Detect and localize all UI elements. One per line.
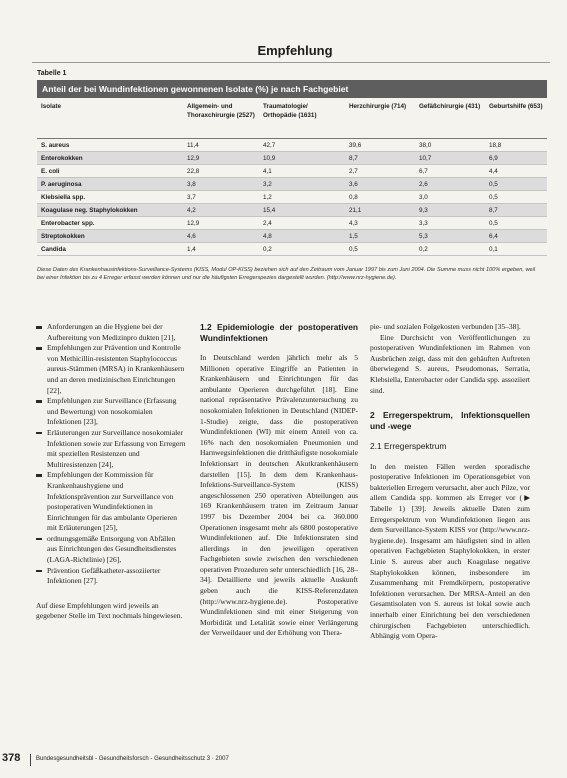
table-cell: 0,5 xyxy=(485,217,547,230)
section-heading: 2 Erregerspektrum, Infektionsquellen und -wege xyxy=(370,410,530,431)
recommendation-list xyxy=(36,322,186,587)
table-cell: 0,2 xyxy=(415,243,485,256)
data-table xyxy=(37,80,547,256)
table-cell: 4,3 xyxy=(345,217,415,230)
table-cell: 4,2 xyxy=(183,204,259,217)
table-footnote: Diese Daten des Krankenhausinfektions-Surveillance-Systems (KISS, Modul OP-KISS) beziehen sich auf den Zeitraum vom Januar 1997 bis zum Juni 2004. Die Summe muss nicht 100% ergeben, weil bei einer Infektion bis zu 4 Erreger erfasst werden können und nur die häufigsten Erregerspezies dargestellt wurden. (http://www.nrz-hygiene.de). xyxy=(37,267,536,281)
table-row xyxy=(37,178,547,191)
list-item: Empfehlungen zur Prävention und Kontrolle von Methicillin-resistenten Staphylococcus aureus-Stämmen (MRSA) in Krankenhäusern und an deren medizinischen Einrichtungen [22], xyxy=(36,343,186,396)
list-item: Anforderungen an die Hygiene bei der Aufbereitung von Medizinpro dukten [21], xyxy=(36,322,186,343)
column-header: Gefäßchirurgie (431) xyxy=(415,98,485,139)
table-cell: 6,4 xyxy=(485,230,547,243)
table-cell: 39,6 xyxy=(345,139,415,152)
table-cell: 1,2 xyxy=(259,191,345,204)
table-cell: 3,0 xyxy=(415,191,485,204)
column-left xyxy=(36,322,186,622)
table-cell: S. aureus xyxy=(37,139,183,152)
table-cell: 12,9 xyxy=(183,217,259,230)
table-cell: 2,7 xyxy=(345,165,415,178)
table-cell: 3,3 xyxy=(415,217,485,230)
list-item: Erläuterungen zur Surveillance nosokomialer Infektionen sowie zur Erfassung von Erregern mit speziellen Resistenzen und Multiresistenzen [24], xyxy=(36,428,186,470)
table-cell: 4,1 xyxy=(259,165,345,178)
table-cell: 42,7 xyxy=(259,139,345,152)
column-header: Allgemein- und Thoraxchirurgie (2527) xyxy=(183,98,259,139)
footer-divider xyxy=(30,754,31,766)
table-cell: 3,6 xyxy=(345,178,415,191)
table-cell: 9,3 xyxy=(415,204,485,217)
table-cell: E. coli xyxy=(37,165,183,178)
table-row xyxy=(37,204,547,217)
bullet-icon xyxy=(36,538,42,541)
table-cell: 10,7 xyxy=(415,152,485,165)
table-cell: 2,6 xyxy=(415,178,485,191)
journal-citation: Bundesgesundheitsbl - Gesundheitsforsch - Gesundheitsschutz 3 · 2007 xyxy=(36,756,229,762)
table-cell: 6,7 xyxy=(415,165,485,178)
body-paragraph: pie- und sozialen Folgekosten verbunden [35–38]. xyxy=(370,322,521,331)
bullet-icon xyxy=(36,474,42,477)
table-row xyxy=(37,165,547,178)
table-row xyxy=(37,243,547,256)
table-cell: 0,8 xyxy=(345,191,415,204)
table-cell: 38,0 xyxy=(415,139,485,152)
table-cell: 0,1 xyxy=(485,243,547,256)
table-cell: 22,8 xyxy=(183,165,259,178)
bullet-icon xyxy=(36,400,42,403)
table-cell: 3,8 xyxy=(183,178,259,191)
table-cell: 8,7 xyxy=(345,152,415,165)
table-cell: 1,4 xyxy=(183,243,259,256)
table-cell: Klebsiella spp. xyxy=(37,191,183,204)
bullet-icon xyxy=(36,347,42,350)
bullet-icon xyxy=(36,326,42,329)
table-cell: 10,9 xyxy=(259,152,345,165)
section-heading: 1.2 Epidemiologie der postoperativen Wundinfektionen xyxy=(200,322,358,343)
table-row xyxy=(37,217,547,230)
table-cell: 0,5 xyxy=(485,178,547,191)
subsection-heading: 2.1 Erregerspektrum xyxy=(370,441,447,452)
list-item: Empfehlungen der Kommission für Krankenhaushygiene und Infektionsprävention zur Surveillance von postoperativen Wundinfektionen in Einrichtungen für das ambulante Operieren mit Erläuterungen [25], xyxy=(36,470,186,534)
column-header: Traumatologie/ Orthopädie (1631) xyxy=(259,98,345,139)
table-cell: Enterobacter spp. xyxy=(37,217,183,230)
table-row xyxy=(37,191,547,204)
table-title: Anteil der bei Wundinfektionen gewonnenen Isolate (%) je nach Fachgebiet xyxy=(37,80,547,98)
table-cell: 4,8 xyxy=(259,230,345,243)
table-header-row xyxy=(37,98,547,139)
body-paragraph: In Deutschland werden jährlich mehr als 5 Millionen operative Eingriffe an Patienten in Krankenhäusern und Einrichtungen für das ambulante Operieren durchgeführt [18]. Eine national repräsentative Prävalenzuntersuchung zu nosokomialen Infektionen in Deutschland (NIDEP-1-Studie) zeigte, dass die postoperativen Wundinfektionen (WI) mit einem Anteil von ca. 16% nach den nosokomialen Pneumonien und Harnwegsinfektionen die dritthäufigste nosokomiale Infektionsart in deutschen Akutkrankenhäusern darstellen [15]. In dem dem Krankenhaus-Infektions-Surveillance-System (KISS) angeschlossenen 250 operativen Abteilungen aus 169 Krankenhäusern traten im Zeitraum Januar 1997 bis Dezember 2004 bei ca. 360.000 Operationen insgesamt mehr als 6800 postoperative Wundinfektionen auf. Die Infektionsraten sind allerdings in den jeweiligen operativen Fachgebieten sowie zwischen den verschiedenen operativen Prozeduren sehr unterschiedlich [16, 28–34]. Detaillierte und jeweils aktuelle Auskunft geben auch die KISS-Referenzdaten (http://www.nrz-hygiene.de). Postoperative Wundinfektionen sind mit einer Steigerung von Morbidität und Letalität sowie einer Verlängerung der Verweildauer und der Erhöhung von Thera- xyxy=(200,353,358,638)
list-item: Prävention Gefäßkatheter-assoziierter Infektionen [27]. xyxy=(36,566,186,587)
table-cell: 0,5 xyxy=(485,191,547,204)
table-cell: 8,7 xyxy=(485,204,547,217)
table-cell: 5,3 xyxy=(415,230,485,243)
table-cell: 0,2 xyxy=(259,243,345,256)
page-footer xyxy=(0,752,567,768)
table-cell: 4,6 xyxy=(183,230,259,243)
column-header: Isolate xyxy=(37,98,183,139)
table-cell: 2,4 xyxy=(259,217,345,230)
table-cell: P. aeruginosa xyxy=(37,178,183,191)
table-cell: Koagulase neg. Staphylokokken xyxy=(37,204,183,217)
table-cell: 6,9 xyxy=(485,152,547,165)
bullet-icon xyxy=(36,570,42,573)
list-item: ordnungsgemäße Entsorgung von Abfällen aus Einrichtungen des Gesundheitsdienstes (LAGA-Richtlinie) [26], xyxy=(36,534,186,566)
table-cell: 18,8 xyxy=(485,139,547,152)
table-cell: Enterokokken xyxy=(37,152,183,165)
table-row xyxy=(37,139,547,152)
table-label: Tabelle 1 xyxy=(37,70,67,77)
table-row xyxy=(37,230,547,243)
body-paragraph: Eine Durchsicht von Veröffentlichungen zu postoperativen Wundinfektionen im Rahmen von Ausbrüchen zeigt, dass mit den gehäuften Auftreten überwiegend S. aureus, Pseudomonas, Serratia, Klebsiella, Enterobacter oder Candida spp. assoziiert sind. xyxy=(370,332,530,395)
table-cell: Candida xyxy=(37,243,183,256)
table-cell: 12,9 xyxy=(183,152,259,165)
column-middle xyxy=(200,322,358,639)
table-cell: 0,5 xyxy=(345,243,415,256)
column-right xyxy=(370,322,530,642)
section-title: Empfehlung xyxy=(210,43,380,58)
page-number: 378 xyxy=(2,752,21,764)
column-header: Herzchirurgie (714) xyxy=(345,98,415,139)
table-cell: 3,7 xyxy=(183,191,259,204)
table-cell: 15,4 xyxy=(259,204,345,217)
column-header: Geburtshilfe (653) xyxy=(485,98,547,139)
table-cell: Streptokokken xyxy=(37,230,183,243)
body-paragraph: In den meisten Fällen werden sporadische postoperative Infektionen im Operationsgebiet von bakteriellen Erregern verursacht, aber auch Pilze, vor allem Candida spp. kommen als Erreger vor (▶ Tabelle 1) [39]. Jeweils aktuelle Daten zum Erregerspektrum von Wundinfektionen liegen aus dem Surveillance-System KISS vor (http://www.nrz-hygiene.de). Insgesamt am häufigsten sind in allen operativen Fachgebieten Staphylokokken, in erster Linie S. aureus aber auch Koagulase negative Staphylokokken können, insbesondere im Zusammenhang mit Fremdkörpern, postoperative Infektionen verursachen. Der MRSA-Anteil an den Gesamtisolaten von S. aureus ist lokal sowie auch innerhalb einer Einrichtung bei den verschiedenen chirurgischen Fachgebieten unterschiedlich. Abhängig vom Opera- xyxy=(370,461,530,641)
page-header xyxy=(32,42,550,63)
closing-paragraph: Auf diese Empfehlungen wird jeweils an gegebener Stelle im Text nochmals hingewiesen. xyxy=(36,600,183,621)
list-item: Empfehlungen zur Surveillance (Erfassung und Bewertung) von nosokomialen Infektionen [23], xyxy=(36,396,186,428)
bullet-icon xyxy=(36,432,42,435)
table-cell: 3,2 xyxy=(259,178,345,191)
table-cell: 21,1 xyxy=(345,204,415,217)
table-cell: 1,5 xyxy=(345,230,415,243)
table-row xyxy=(37,152,547,165)
table-cell: 4,4 xyxy=(485,165,547,178)
table-cell: 11,4 xyxy=(183,139,259,152)
